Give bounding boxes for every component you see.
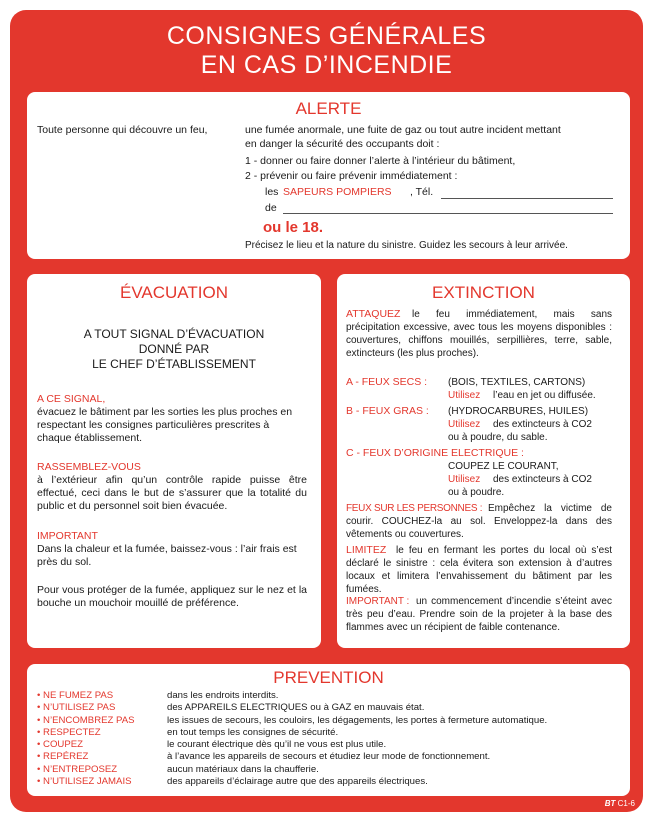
prevention-row-label: • N’ENTREPOSEZ <box>37 763 118 775</box>
footer-code: BT C1-6 <box>604 799 635 808</box>
evacuation-important: IMPORTANT <box>37 530 98 542</box>
prevention-row-label: • N’UTILISEZ PAS <box>37 702 116 714</box>
prevention-heading: PREVENTION <box>273 668 384 687</box>
extinction-important-text: un commencement d’incendie s’éteint avec très peu d’eau. Prendre soin de la projeter à la base des flammes avec un récipient de faible contenance. <box>346 596 612 633</box>
alerte-tel-line <box>441 198 613 199</box>
prevention-row-text: des APPAREILS ELECTRIQUES ou à GAZ en mauvais état. <box>167 702 425 714</box>
page-title: CONSIGNES GÉNÉRALES EN CAS D’INCENDIE <box>166 22 487 79</box>
alerte-tel: , Tél. <box>410 186 434 198</box>
extinction-heading: EXTINCTION <box>432 283 535 302</box>
extinction-feux-elec-use: des extincteurs à CO2 <box>493 474 592 485</box>
extinction-coupez-courant: COUPEZ LE COURANT, <box>448 461 559 472</box>
extinction-feux-secs: A - FEUX SECS : <box>346 376 428 388</box>
extinction-feux-elec-use-2: ou à poudre. <box>448 487 505 498</box>
evacuation-panel <box>27 274 321 648</box>
evacuation-signal: A TOUT SIGNAL D’ÉVACUATION DONNÉ PAR LE CHEF D’ÉTABLISSEMENT <box>83 327 265 371</box>
evacuation-rassemblez-text: à l’extérieur afin qu’un contrôle rapide puisse être effectué, ceci dans le but de s’assurer que la totalité du public et du personnel soit bien évacuée. <box>37 474 307 512</box>
alerte-precisez: Précisez le lieu et la nature du sinistre. Guidez les secours à leur arrivée. <box>245 240 568 251</box>
prevention-row-label: • N’UTILISEZ JAMAIS <box>37 776 132 788</box>
evacuation-a-ce-signal-text: évacuez le bâtiment par les sorties les plus proches en respectant les consignes particulières prescrites à chaque établissement. <box>37 406 293 444</box>
prevention-row-text: des appareils d’éclairage autre que des appareils électriques. <box>167 776 428 788</box>
prevention-list <box>37 690 622 788</box>
extinction-feux-gras-utilisez: Utilisez <box>448 419 481 430</box>
prevention-row-text: les issues de secours, les couloirs, les dégagements, les portes à fermeture automatique. <box>167 714 548 726</box>
alerte-panel <box>27 92 630 259</box>
alerte-ou-18: ou le 18. <box>263 219 324 236</box>
prevention-row-label: • COUPEZ <box>37 739 84 751</box>
prevention-row-text: en tout temps les consignes de sécurité. <box>167 726 339 738</box>
alerte-step-2: 2 - prévenir ou faire prévenir immédiatement : <box>245 170 458 182</box>
prevention-row-label: • N’ENCOMBREZ PAS <box>37 714 135 726</box>
prevention-row-label: • NE FUMEZ PAS <box>37 690 114 701</box>
extinction-attaquez-text: le feu immédiatement, mais sans précipitation excessive, avec tous les moyens disponibles : couvertures, chiffons mouillés, serpillières, terre, sable, extincteurs (les plus proches). <box>346 309 612 359</box>
alerte-intro-left: Toute personne qui découvre un feu, <box>37 124 208 136</box>
evacuation-heading: ÉVACUATION <box>120 283 228 302</box>
prevention-row-text: aucun matériaux dans la chaufferie. <box>167 763 319 775</box>
alerte-de: de <box>265 202 277 214</box>
prevention-row <box>37 764 622 776</box>
prevention-row <box>37 739 622 751</box>
prevention-row-text: dans les endroits interdits. <box>167 690 279 701</box>
alerte-sapeurs-pompiers: SAPEURS POMPIERS <box>283 186 392 198</box>
prevention-row-text: le courant électrique dès qu’il ne vous est plus utile. <box>167 739 387 751</box>
extinction-feux-personnes-text: Empêchez la victime de courir. COUCHEZ-la au sol. Enveloppez-la dans des vêtements ou couvertures. <box>346 503 612 540</box>
prevention-row <box>37 751 622 763</box>
prevention-row <box>37 727 622 739</box>
alerte-step-1: 1 - donner ou faire donner l’alerte à l’intérieur du bâtiment, <box>245 155 516 167</box>
extinction-feux-gras-type: (HYDROCARBURES, HUILES) <box>448 406 589 417</box>
extinction-panel <box>337 274 630 648</box>
extinction-feux-secs-type: (BOIS, TEXTILES, CARTONS) <box>448 377 586 388</box>
extinction-feux-secs-use: l’eau en jet ou diffusée. <box>493 390 596 401</box>
evacuation-a-ce-signal: A CE SIGNAL, <box>37 393 106 405</box>
extinction-feux-gras-use-2: ou à poudre, du sable. <box>448 432 548 443</box>
alerte-heading: ALERTE <box>295 99 362 118</box>
prevention-row-text: à l’avance les appareils de secours et étudiez leur mode de fonctionnement. <box>167 751 491 763</box>
extinction-feux-electrique: C - FEUX D’ORIGINE ELECTRIQUE : <box>346 447 524 459</box>
prevention-row-label: • REPÉREZ <box>37 751 89 763</box>
alerte-intro-right-1: une fumée anormale, une fuite de gaz ou tout autre incident mettant <box>245 124 561 136</box>
extinction-feux-secs-utilisez: Utilisez <box>448 390 481 401</box>
extinction-limitez: LIMITEZ <box>346 544 387 556</box>
alerte-de-line <box>283 213 613 214</box>
evacuation-rassemblez: RASSEMBLEZ-VOUS <box>37 461 141 473</box>
extinction-feux-elec-utilisez: Utilisez <box>448 474 481 485</box>
extinction-feux-gras-use: des extincteurs à CO2 <box>493 419 592 430</box>
alerte-les: les <box>265 186 279 198</box>
prevention-panel <box>27 664 630 796</box>
prevention-row <box>37 702 622 714</box>
prevention-row-label: • RESPECTEZ <box>37 726 101 738</box>
extinction-feux-gras: B - FEUX GRAS : <box>346 405 429 417</box>
extinction-limitez-text: le feu en fermant les portes du local où s’est déclaré le sinistre : cela évitera son extension à d’autres locaux et limitera l’envahissement du bâtiment par les fumées. <box>346 545 612 595</box>
extinction-feux-personnes: FEUX SUR LES PERSONNES : <box>346 503 483 514</box>
extinction-attaquez: ATTAQUEZ <box>346 308 401 320</box>
evacuation-important-text: Dans la chaleur et la fumée, baissez-vous : l’air frais est près du sol. <box>37 543 297 568</box>
extinction-important: IMPORTANT : <box>346 596 410 607</box>
evacuation-protect-text: Pour vous protéger de la fumée, appliquez sur le nez et la bouche un mouchoir mouillé de préférence. <box>37 584 307 609</box>
prevention-row <box>37 690 622 702</box>
prevention-row <box>37 715 622 727</box>
prevention-row <box>37 776 622 788</box>
alerte-intro-right-2: en danger la sécurité des occupants doit : <box>245 138 440 150</box>
